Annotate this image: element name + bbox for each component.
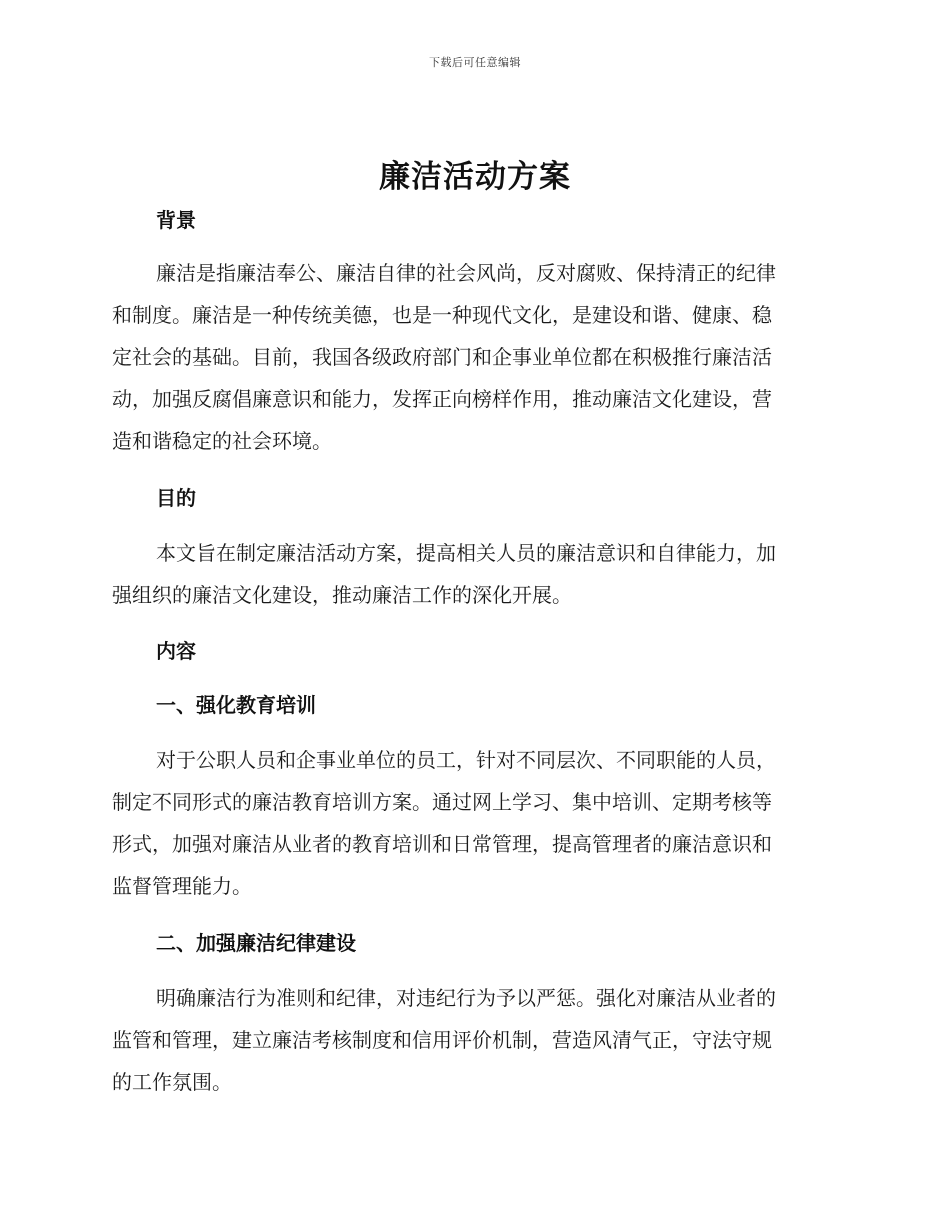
- paragraph-line: 制定不同形式的廉洁教育培训方案。通过网上学习、集中培训、定期考核等: [112, 790, 772, 814]
- paragraph-line: 明确廉洁行为准则和纪律，对违纪行为予以严惩。强化对廉洁从业者的: [156, 986, 776, 1010]
- paragraph-purpose: [112, 532, 830, 616]
- paragraph-line: 对于公职人员和企事业单位的员工，针对不同层次、不同职能的人员，: [156, 748, 776, 772]
- paragraph-line: 监管和管理，建立廉洁考核制度和信用评价机制，营造风清气正，守法守规: [112, 1028, 772, 1052]
- paragraph-item-1: [112, 739, 830, 907]
- paragraph-line: 廉洁是指廉洁奉公、廉洁自律的社会风尚，反对腐败、保持清正的纪律: [156, 261, 776, 285]
- page-header-note: 下载后可任意编辑: [429, 56, 521, 69]
- paragraph-background: [112, 252, 830, 462]
- heading-item-1: 一、强化教育培训: [156, 693, 316, 717]
- heading-background: 背景: [156, 208, 196, 232]
- paragraph-line: 动，加强反腐倡廉意识和能力，发挥正向榜样作用，推动廉洁文化建设，营: [112, 387, 772, 411]
- paragraph-line: 的工作氛围。: [112, 1070, 232, 1094]
- paragraph-line: 和制度。廉洁是一种传统美德，也是一种现代文化，是建设和谐、健康、稳: [112, 303, 772, 327]
- paragraph-item-2: [112, 977, 830, 1103]
- heading-purpose: 目的: [156, 486, 196, 510]
- heading-content: 内容: [156, 639, 196, 663]
- paragraph-line: 强组织的廉洁文化建设，推动廉洁工作的深化开展。: [112, 583, 572, 607]
- paragraph-line: 监督管理能力。: [112, 874, 252, 898]
- paragraph-line: 本文旨在制定廉洁活动方案，提高相关人员的廉洁意识和自律能力，加: [156, 541, 776, 565]
- document-title: 廉洁活动方案: [379, 159, 571, 195]
- paragraph-line: 定社会的基础。目前，我国各级政府部门和企事业单位都在积极推行廉洁活: [112, 345, 772, 369]
- paragraph-line: 形式，加强对廉洁从业者的教育培训和日常管理，提高管理者的廉洁意识和: [112, 832, 772, 856]
- paragraph-line: 造和谐稳定的社会环境。: [112, 429, 332, 453]
- heading-item-2: 二、加强廉洁纪律建设: [156, 931, 356, 955]
